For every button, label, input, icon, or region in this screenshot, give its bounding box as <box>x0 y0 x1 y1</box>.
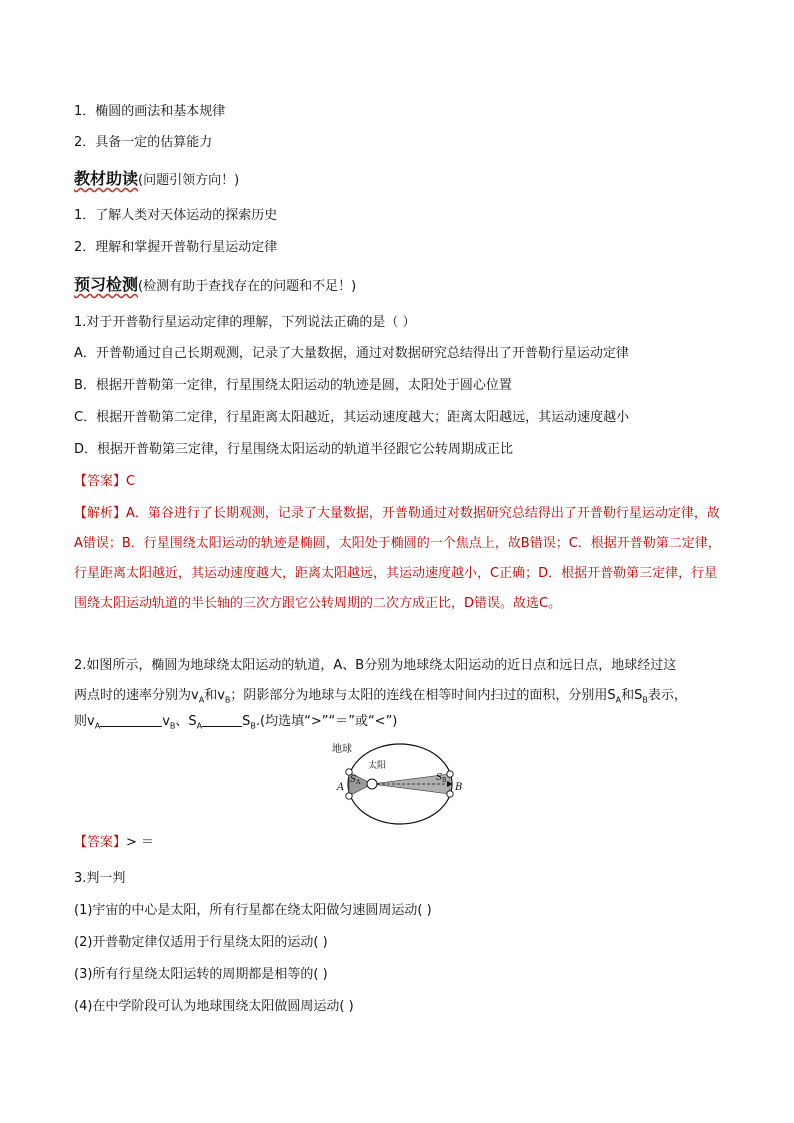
point-a-label: A <box>337 782 345 793</box>
q2-answer <box>74 834 154 852</box>
q2-text: 则v <box>74 714 95 729</box>
objective-item-1: 1．椭圆的画法和基本规律 <box>74 104 226 119</box>
sa-sub: A <box>356 779 361 786</box>
fill-blank-1[interactable] <box>100 713 162 727</box>
subscript: B <box>250 721 256 731</box>
earth-point <box>447 791 453 797</box>
subscript: B <box>642 695 648 705</box>
q2-line-3 <box>74 713 397 736</box>
reading-title-text: 教材助读 <box>74 169 139 188</box>
q2-text: 表示， <box>647 688 687 703</box>
reading-item-2: 2．理解和掌握开普勒行星运动定律 <box>74 240 278 255</box>
subscript: A <box>615 695 622 705</box>
q2-line-1: 2.如图所示，椭圆为地球绕太阳运动的轨道，A、B分别为地球绕太阳运动的近日点和远日点，地球经过这 <box>74 658 677 673</box>
earth-point <box>346 793 352 799</box>
section-precheck-title <box>74 274 356 298</box>
sun-label: 太阳 <box>368 761 387 771</box>
q2-line-2 <box>74 687 687 710</box>
orbit-diagram <box>330 738 470 828</box>
answer-tag: 【答案】 <box>74 835 127 850</box>
reading-item-1: 1．了解人类对天体运动的探索历史 <box>74 208 278 223</box>
section-reading-title <box>74 168 239 192</box>
q3-item-2: (2)开普勒定律仅适用于行星绕太阳的运动( ) <box>74 935 328 950</box>
answer-tag: 【答案】 <box>74 474 127 489</box>
q2-text: 和v <box>204 688 225 703</box>
reading-hint: (问题引领方向！) <box>138 173 240 188</box>
analysis-tag: 【解析】 <box>74 506 127 521</box>
q2-text: 和S <box>621 688 643 703</box>
precheck-hint: (检测有助于查找存在的问题和不足！) <box>138 279 357 294</box>
q1-option-c: C．根据开普勒第二定律，行星距离太阳越近，其运动速度越大；距离太阳越远，其运动速度越小 <box>74 410 630 425</box>
q1-option-d: D．根据开普勒第三定律，行星围绕太阳运动的轨道半径跟它公转周期成正比 <box>74 442 514 457</box>
q3-title: 3.判一判 <box>74 871 126 886</box>
point-b-label: B <box>455 782 463 793</box>
sb-sub: B <box>442 777 447 784</box>
subscript: A <box>198 695 205 705</box>
q2-text: ；阴影部分为地球与太阳的连线在相等时间内扫过的面积，分别用S <box>230 688 616 703</box>
sun-circle <box>367 779 377 789</box>
q2-text: v <box>162 714 170 729</box>
q3-item-3: (3)所有行星绕太阳运转的周期都是相等的( ) <box>74 967 328 982</box>
q2-text: .(均选填“>”“＝”或“<”) <box>255 714 398 729</box>
q1-option-b: B．根据开普勒第一定律，行星围绕太阳运动的轨迹是圆，太阳处于圆心位置 <box>74 378 512 393</box>
fill-blank-2[interactable] <box>202 713 242 727</box>
q2-text: 、S <box>175 714 197 729</box>
earth-point <box>447 771 453 777</box>
subscript: A <box>196 721 203 731</box>
sb-label: S <box>436 773 443 783</box>
answer-value: > ＝ <box>126 835 155 850</box>
q1-analysis <box>74 499 724 619</box>
subscript: A <box>94 721 101 731</box>
analysis-text: A．第谷进行了长期观测，记录了大量数据，开普勒通过对数据研究总结得出了开普勒行星运动定律，故A错误；B．行星围绕太阳运动的轨迹是椭圆，太阳处于椭圆的一个焦点上，故B错误；C．根据开普勒第二定律，行星距离太阳越近，其运动速度越大，距离太阳越远，其运动速度越小，C正确；D．根据开普勒第三定律，行星围绕太阳运动轨道的半长轴的三次方跟它公转周期的二次方成正比，D错误。故选C。 <box>74 506 721 611</box>
q2-text: S <box>242 714 251 729</box>
q1-stem: 1.对于开普勒行星运动定律的理解，下列说法正确的是（ ） <box>74 315 416 330</box>
q3-item-1: (1)宇宙的中心是太阳，所有行星都在绕太阳做匀速圆周运动( ) <box>74 903 432 918</box>
q1-option-a: A．开普勒通过自己长期观测，记录了大量数据，通过对数据研究总结得出了开普勒行星运动定律 <box>74 346 629 361</box>
subscript: B <box>224 695 231 705</box>
q3-item-4: (4)在中学阶段可认为地球围绕太阳做圆周运动( ) <box>74 999 354 1014</box>
subscript: B <box>169 721 176 731</box>
q1-answer <box>74 473 135 491</box>
q2-text: 两点时的速率分别为v <box>74 688 199 703</box>
sa-label: S <box>350 775 357 785</box>
objective-item-2: 2．具备一定的估算能力 <box>74 135 213 150</box>
earth-label: 地球 <box>332 744 352 755</box>
precheck-title-text: 预习检测 <box>74 275 139 294</box>
answer-value: C <box>126 474 136 489</box>
